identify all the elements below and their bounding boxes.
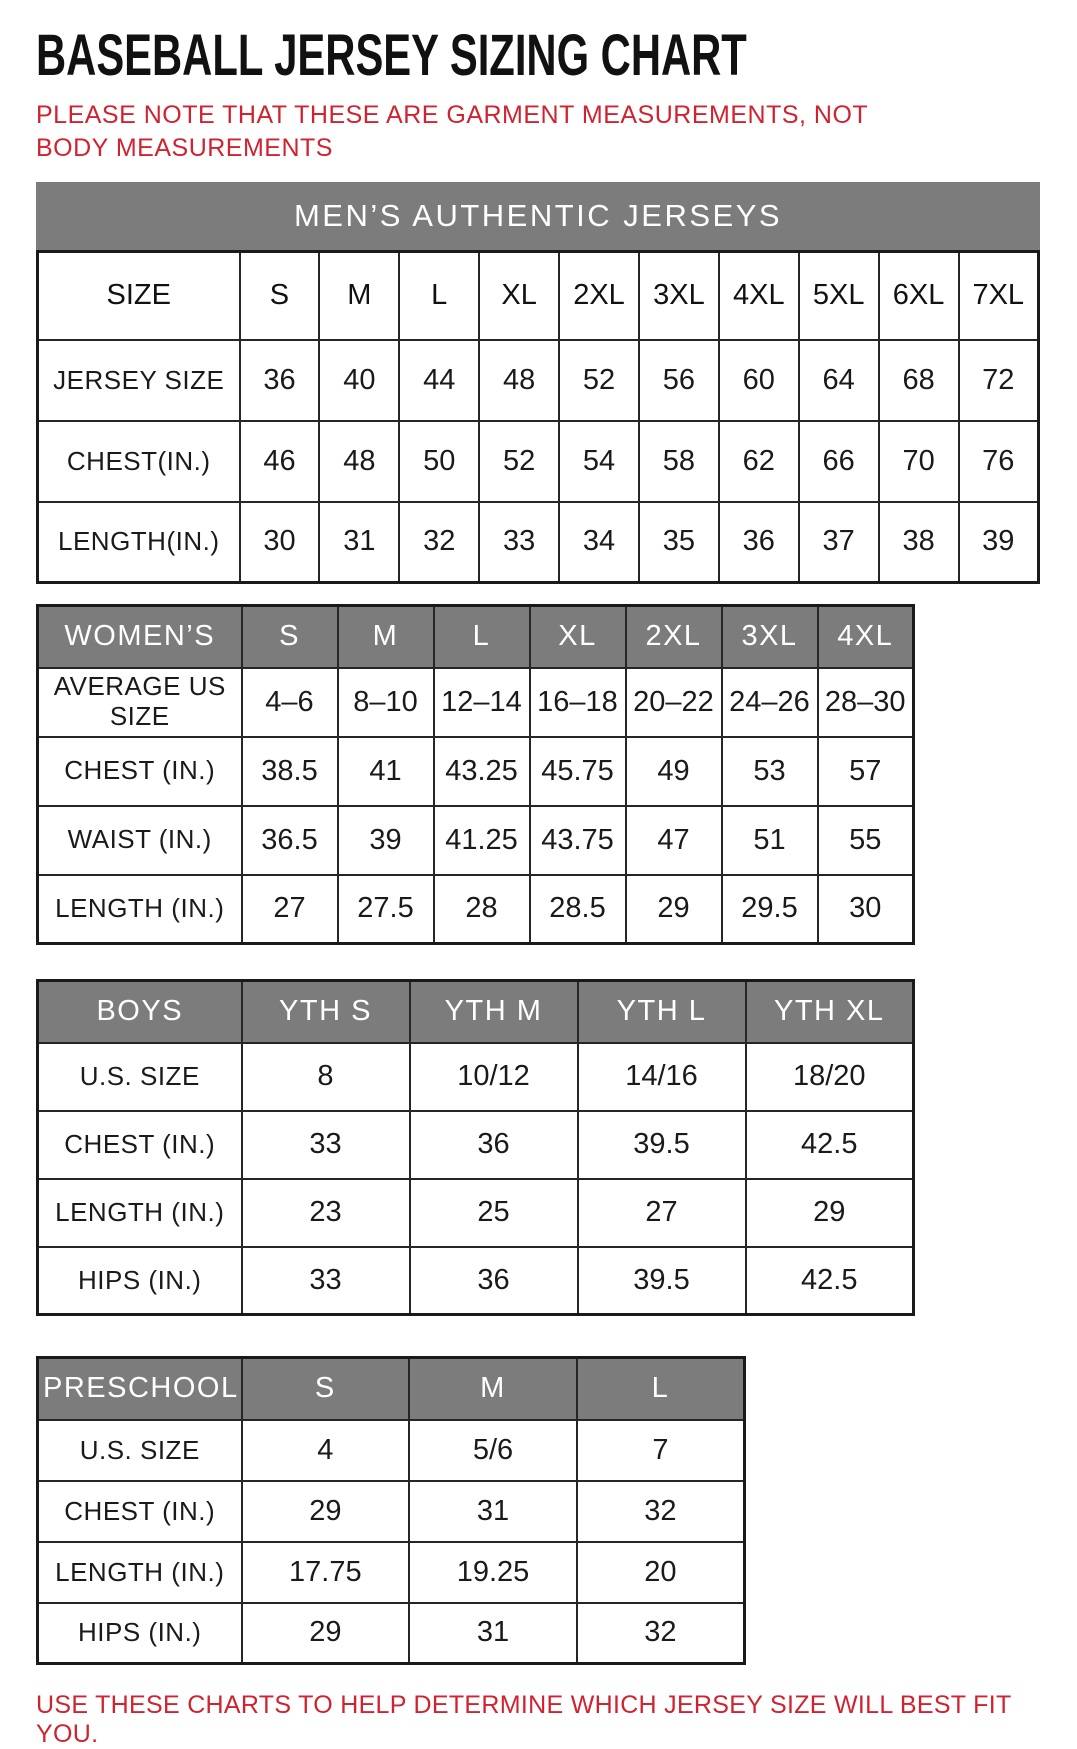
size-cell: 28	[434, 875, 530, 944]
size-cell: 51	[722, 806, 818, 875]
boys-size-table	[36, 979, 915, 1316]
table-title-cell: WOMEN’S	[38, 606, 242, 668]
size-cell: 42.5	[746, 1111, 914, 1179]
size-cell: 41	[338, 737, 434, 806]
column-header: YTH M	[410, 981, 578, 1043]
table-title-cell: SIZE	[38, 252, 240, 340]
size-cell: 54	[559, 421, 639, 502]
column-header: 5XL	[799, 252, 879, 340]
size-cell: 42.5	[746, 1247, 914, 1315]
size-cell: 14/16	[578, 1043, 746, 1111]
size-cell: 23	[242, 1179, 410, 1247]
column-header: YTH XL	[746, 981, 914, 1043]
size-cell: 27	[242, 875, 338, 944]
size-cell: 32	[399, 502, 479, 583]
column-header: 7XL	[959, 252, 1039, 340]
size-cell: 48	[479, 340, 559, 421]
size-cell: 58	[639, 421, 719, 502]
size-cell: 16–18	[530, 668, 626, 737]
table-row	[38, 1481, 745, 1542]
table-row	[38, 502, 1039, 583]
row-label: LENGTH (IN.)	[38, 1542, 242, 1603]
row-label: U.S. SIZE	[38, 1420, 242, 1481]
column-header: 6XL	[879, 252, 959, 340]
column-header: S	[240, 252, 320, 340]
size-cell: 56	[639, 340, 719, 421]
size-cell: 29	[626, 875, 722, 944]
size-cell: 66	[799, 421, 879, 502]
row-label: LENGTH (IN.)	[38, 1179, 242, 1247]
size-cell: 29	[242, 1481, 410, 1542]
size-cell: 70	[879, 421, 959, 502]
size-cell: 34	[559, 502, 639, 583]
header-row	[38, 1358, 745, 1420]
size-cell: 25	[410, 1179, 578, 1247]
table-row	[38, 1179, 914, 1247]
size-cell: 36	[719, 502, 799, 583]
size-cell: 39.5	[578, 1111, 746, 1179]
size-cell: 52	[559, 340, 639, 421]
row-label: LENGTH(IN.)	[38, 502, 240, 583]
garment-measurements-note: PLEASE NOTE THAT THESE ARE GARMENT MEASUREMENTS, NOT BODY MEASUREMENTS	[36, 101, 868, 162]
size-cell: 36	[410, 1111, 578, 1179]
size-cell: 50	[399, 421, 479, 502]
row-label: HIPS (IN.)	[38, 1603, 242, 1664]
column-header: M	[338, 606, 434, 668]
table-row	[38, 1043, 914, 1111]
row-label: CHEST(IN.)	[38, 421, 240, 502]
size-cell: 30	[818, 875, 914, 944]
column-header: L	[399, 252, 479, 340]
size-cell: 4	[242, 1420, 410, 1481]
header-row	[38, 981, 914, 1043]
size-cell: 49	[626, 737, 722, 806]
size-cell: 76	[959, 421, 1039, 502]
size-cell: 27	[578, 1179, 746, 1247]
size-cell: 30	[240, 502, 320, 583]
size-cell: 45.75	[530, 737, 626, 806]
table-title-cell: BOYS	[38, 981, 242, 1043]
size-cell: 31	[319, 502, 399, 583]
size-cell: 17.75	[242, 1542, 410, 1603]
column-header: 2XL	[559, 252, 639, 340]
size-cell: 18/20	[746, 1043, 914, 1111]
size-cell: 12–14	[434, 668, 530, 737]
size-cell: 40	[319, 340, 399, 421]
size-cell: 39	[338, 806, 434, 875]
size-cell: 32	[577, 1603, 745, 1664]
size-cell: 64	[799, 340, 879, 421]
size-cell: 57	[818, 737, 914, 806]
header-row	[38, 606, 914, 668]
table-row	[38, 737, 914, 806]
size-cell: 27.5	[338, 875, 434, 944]
size-cell: 8	[242, 1043, 410, 1111]
size-cell: 38.5	[242, 737, 338, 806]
column-header: L	[434, 606, 530, 668]
size-cell: 28.5	[530, 875, 626, 944]
column-header: 2XL	[626, 606, 722, 668]
column-header: M	[319, 252, 399, 340]
mens-size-table	[36, 250, 1040, 584]
size-cell: 4–6	[242, 668, 338, 737]
column-header: L	[577, 1358, 745, 1420]
size-cell: 32	[577, 1481, 745, 1542]
size-cell: 33	[242, 1111, 410, 1179]
column-header: YTH S	[242, 981, 410, 1043]
column-header: XL	[479, 252, 559, 340]
size-cell: 29	[746, 1179, 914, 1247]
size-cell: 47	[626, 806, 722, 875]
size-cell: 20	[577, 1542, 745, 1603]
size-cell: 48	[319, 421, 399, 502]
table-row	[38, 340, 1039, 421]
size-cell: 7	[577, 1420, 745, 1481]
size-cell: 43.75	[530, 806, 626, 875]
column-header: S	[242, 606, 338, 668]
size-cell: 43.25	[434, 737, 530, 806]
table-row	[38, 668, 914, 737]
size-cell: 44	[399, 340, 479, 421]
size-cell: 39.5	[578, 1247, 746, 1315]
size-cell: 68	[879, 340, 959, 421]
size-cell: 60	[719, 340, 799, 421]
row-label: WAIST (IN.)	[38, 806, 242, 875]
row-label: AVERAGE US SIZE	[38, 668, 242, 737]
table-row	[38, 1111, 914, 1179]
size-cell: 24–26	[722, 668, 818, 737]
size-cell: 33	[479, 502, 559, 583]
column-header: S	[242, 1358, 410, 1420]
size-cell: 5/6	[409, 1420, 577, 1481]
size-cell: 10/12	[410, 1043, 578, 1111]
row-label: CHEST (IN.)	[38, 737, 242, 806]
page-title: BASEBALL JERSEY SIZING CHART	[36, 23, 747, 88]
footer-note: USE THESE CHARTS TO HELP DETERMINE WHICH JERSEY SIZE WILL BEST FIT YOU.	[36, 1691, 1012, 1748]
column-header: 3XL	[639, 252, 719, 340]
header-row	[38, 252, 1039, 340]
size-cell: 29.5	[722, 875, 818, 944]
row-label: HIPS (IN.)	[38, 1247, 242, 1315]
size-cell: 62	[719, 421, 799, 502]
size-cell: 37	[799, 502, 879, 583]
size-cell: 38	[879, 502, 959, 583]
row-label: JERSEY SIZE	[38, 340, 240, 421]
table-row	[38, 1420, 745, 1481]
size-cell: 72	[959, 340, 1039, 421]
mens-authentic-jerseys-banner: MEN’S AUTHENTIC JERSEYS	[36, 182, 1040, 250]
table-title-cell: PRESCHOOL	[38, 1358, 242, 1420]
size-cell: 52	[479, 421, 559, 502]
size-cell: 29	[242, 1603, 410, 1664]
column-header: 4XL	[818, 606, 914, 668]
row-label: CHEST (IN.)	[38, 1481, 242, 1542]
table-row	[38, 875, 914, 944]
preschool-size-table	[36, 1356, 746, 1665]
row-label: U.S. SIZE	[38, 1043, 242, 1111]
row-label: CHEST (IN.)	[38, 1111, 242, 1179]
size-cell: 39	[959, 502, 1039, 583]
column-header: 4XL	[719, 252, 799, 340]
size-cell: 35	[639, 502, 719, 583]
size-cell: 41.25	[434, 806, 530, 875]
table-row	[38, 1603, 745, 1664]
size-cell: 31	[409, 1603, 577, 1664]
size-cell: 36	[410, 1247, 578, 1315]
size-cell: 8–10	[338, 668, 434, 737]
size-cell: 20–22	[626, 668, 722, 737]
table-row	[38, 1247, 914, 1315]
column-header: XL	[530, 606, 626, 668]
size-cell: 33	[242, 1247, 410, 1315]
row-label: LENGTH (IN.)	[38, 875, 242, 944]
size-cell: 28–30	[818, 668, 914, 737]
column-header: YTH L	[578, 981, 746, 1043]
table-row	[38, 806, 914, 875]
size-cell: 55	[818, 806, 914, 875]
size-cell: 36.5	[242, 806, 338, 875]
column-header: M	[409, 1358, 577, 1420]
table-row	[38, 1542, 745, 1603]
womens-size-table	[36, 604, 915, 945]
size-cell: 46	[240, 421, 320, 502]
column-header: 3XL	[722, 606, 818, 668]
size-cell: 36	[240, 340, 320, 421]
table-row	[38, 421, 1039, 502]
size-cell: 19.25	[409, 1542, 577, 1603]
size-cell: 31	[409, 1481, 577, 1542]
size-cell: 53	[722, 737, 818, 806]
